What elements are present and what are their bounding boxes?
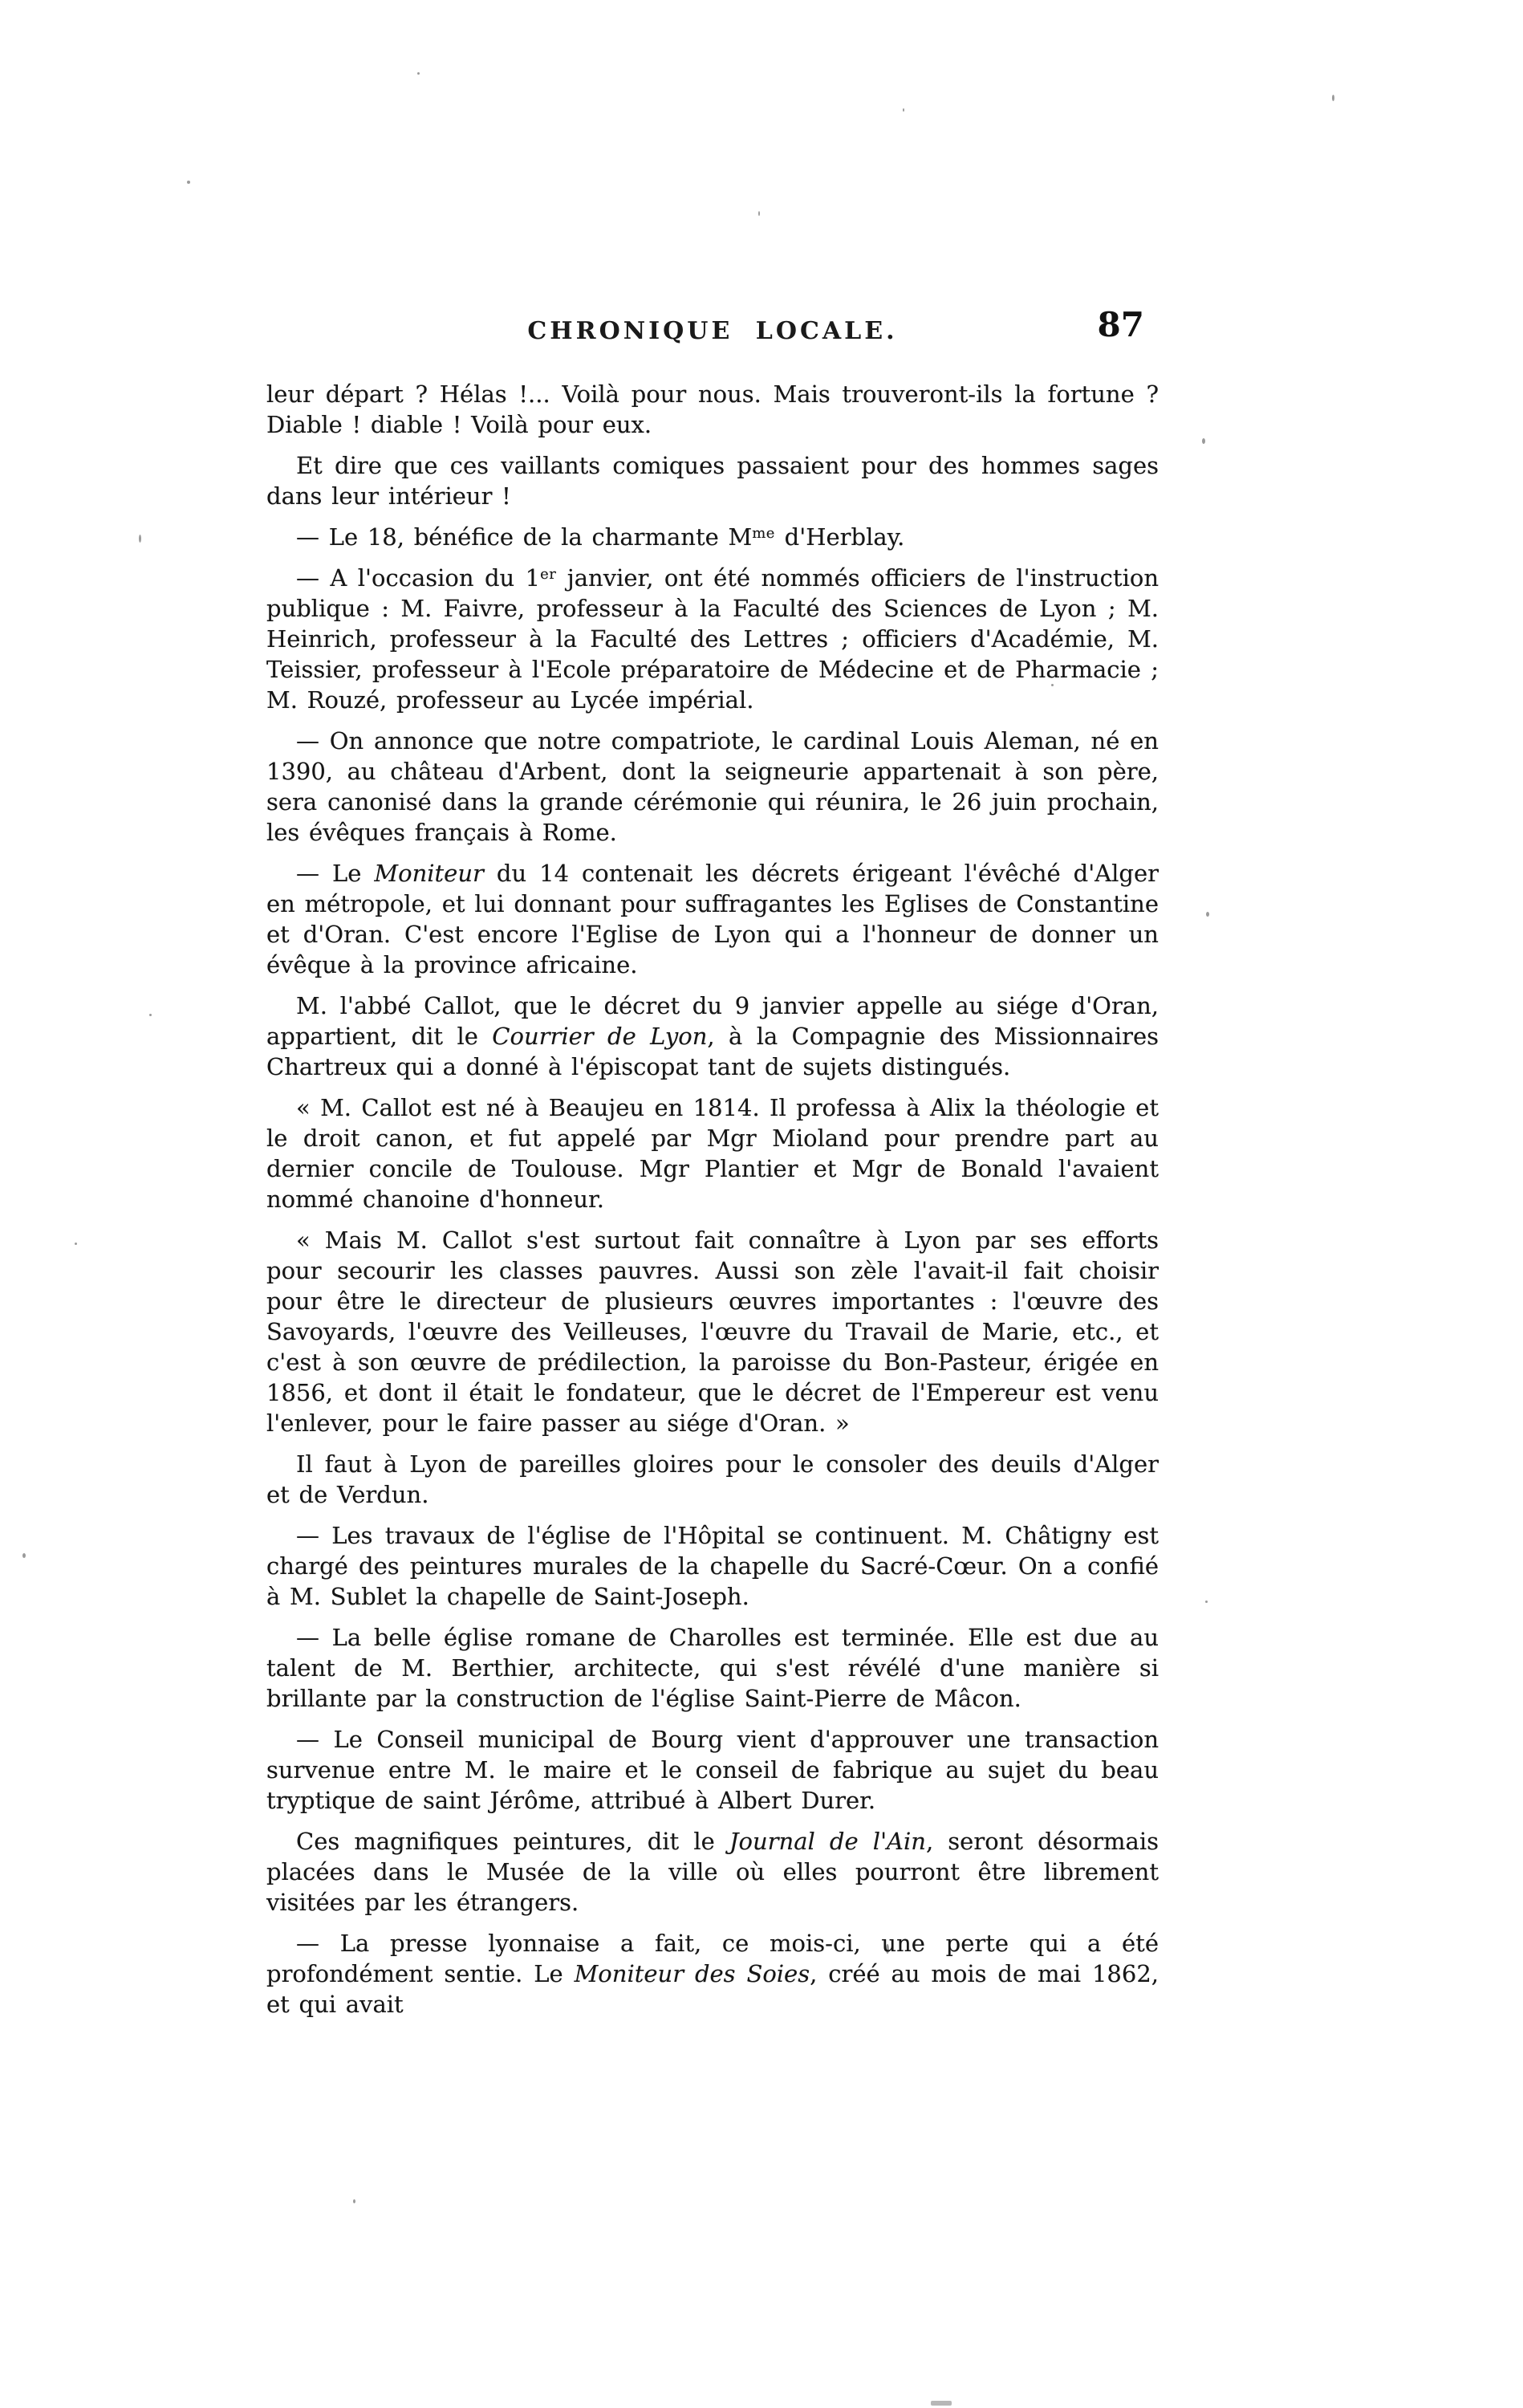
paragraph-text: leur départ ? Hélas !... Voilà pour nous. Mais trouveront-ils la fortune ? Diable ! diable ! Voilà pour eux. (266, 380, 1159, 438)
paragraph-text: — Le 18, bénéfice de la charmante M (296, 523, 753, 551)
paragraph-text: , seront désormais placées dans le Musée de la ville où elles pourront être librement visitées par les étrangers. (266, 1828, 1160, 1916)
journal-title: Moniteur des Soies (574, 1960, 810, 1987)
paragraph-text: — Le (296, 860, 375, 887)
scan-speck (1206, 912, 1209, 917)
superscript-abbreviation: me (752, 525, 775, 542)
paragraph (266, 1826, 1159, 1918)
paragraph-text: — La presse lyonnaise a fait, ce mois-ci, une perte qui a été profondément sentie. Le (266, 1930, 1159, 1987)
paragraph-text: d'Herblay. (774, 523, 905, 551)
page-number: 87 (1097, 305, 1144, 344)
journal-title: Journal de l'Ain (729, 1828, 926, 1855)
paragraph-news-item (266, 1928, 1159, 2020)
scan-speck (149, 1014, 152, 1016)
scan-speck (22, 1553, 26, 1558)
paragraph (266, 990, 1159, 1082)
scan-speck (931, 2401, 952, 2406)
paragraph-text: Et dire que ces vaillants comiques passaient pour des hommes sages dans leur intérieur ! (266, 452, 1159, 510)
paragraph (266, 450, 1159, 511)
scan-speck (75, 1243, 77, 1245)
scan-speck (187, 181, 190, 184)
paragraph-text: — Les travaux de l'église de l'Hôpital se continuent. M. Châtigny est chargé des peintures murales de la chapelle du Sacré-Cœur. On a confié à M. Sublet la chapelle de Saint-Joseph. (266, 1522, 1159, 1610)
paragraph-news-item (266, 1520, 1159, 1612)
paragraph-text: du 14 contenait les décrets érigeant l'évêché d'Alger en métropole, et lui donnant pour suffragantes les Eglises de Constantine et d'Oran. C'est encore l'Eglise de Lyon qui a l'honneur de donner un évêque à la province africaine. (266, 860, 1159, 978)
scan-speck (1205, 1601, 1208, 1603)
paragraph-text: , créé au mois de mai 1862, et qui avait (266, 1960, 1159, 2018)
page-header (266, 305, 1159, 350)
scan-speck (1202, 438, 1205, 444)
scan-speck (903, 108, 904, 112)
paragraph-text: — A l'occasion du 1 (296, 564, 541, 592)
paragraph-text: — On annonce que notre compatriote, le cardinal Louis Aleman, né en 1390, au château d'Arbent, dont la seigneurie appartenait à son père, sera canonisé dans la grande cérémonie qui réunira, le 26 juin prochain, les évêques français à Rome. (266, 727, 1159, 846)
scan-speck (758, 211, 760, 216)
text-block (266, 305, 1160, 2030)
paragraph-text: — Le Conseil municipal de Bourg vient d'approuver une transaction survenue entre M. le maire et le conseil de fabrique au sujet du beau tryptique de saint Jérôme, attribué à Albert Durer. (266, 1726, 1159, 1814)
paragraph-continuation (266, 379, 1159, 440)
paragraph-news-item (266, 858, 1159, 980)
paragraph-text: M. l'abbé Callot, que le décret du 9 janvier appelle au siége d'Oran, appartient, dit le (266, 992, 1159, 1050)
paragraph-text: janvier, ont été nommés officiers de l'instruction publique : M. Faivre, professeur à la Faculté des Sciences de Lyon ; M. Heinrich, professeur à la Faculté des Lettres ; officiers d'Académie, M. Teissier, professeur à l'Ecole préparatoire de Médecine et de Pharmacie ; M. Rouzé, professeur au Lycée impérial. (266, 564, 1159, 714)
paragraph-news-item (266, 1622, 1159, 1714)
superscript-ordinal: er (540, 566, 557, 583)
scan-speck (417, 72, 420, 75)
journal-title: Courrier de Lyon (492, 1023, 708, 1050)
paragraph (266, 1449, 1159, 1510)
paragraph-text: Il faut à Lyon de pareilles gloires pour le consoler des deuils d'Alger et de Verdun. (266, 1450, 1159, 1508)
paragraph-text: , à la Compagnie des Missionnaires Chartreux qui a donné à l'épiscopat tant de sujets distingués. (266, 1023, 1159, 1080)
paragraph-text: Ces magnifiques peintures, dit le (296, 1828, 729, 1855)
paragraph-news-item (266, 1724, 1159, 1816)
paragraph-news-item (266, 522, 1159, 552)
page-body (266, 379, 1159, 2020)
paragraph-text: « Mais M. Callot s'est surtout fait connaître à Lyon par ses efforts pour secourir les classes pauvres. Aussi son zèle l'avait-il fait choisir pour être le directeur de plusieurs œuvres importantes : l'œuvre des Savoyards, l'œuvre des Veilleuses, l'œuvre du Travail de Marie, etc., et c'est à son œuvre de prédilection, la paroisse du Bon-Pasteur, érigée en 1856, et dont il était le fondateur, que le décret de l'Empereur est venu l'enlever, pour le faire passer au siége d'Oran. » (266, 1226, 1159, 1437)
paragraph-news-item (266, 563, 1159, 715)
paragraph-quotation (266, 1225, 1159, 1438)
running-title: CHRONIQUE LOCALE. (527, 317, 898, 345)
scan-speck (353, 2199, 355, 2203)
paragraph-text: « M. Callot est né à Beaujeu en 1814. Il professa à Alix la théologie et le droit canon, et fut appelé par Mgr Mioland pour prendre part au dernier concile de Toulouse. Mgr Plantier et Mgr de Bonald l'avaient nommé chanoine d'honneur. (266, 1094, 1159, 1213)
scan-speck (139, 535, 141, 543)
paragraph-text: — La belle église romane de Charolles est terminée. Elle est due au talent de M. Berthier, architecte, qui s'est révélé d'une manière si brillante par la construction de l'église Saint-Pierre de Mâcon. (266, 1624, 1159, 1712)
scan-speck (1332, 95, 1334, 101)
paragraph-quotation (266, 1092, 1159, 1214)
paragraph-news-item (266, 726, 1159, 848)
journal-title: Moniteur (374, 860, 484, 887)
